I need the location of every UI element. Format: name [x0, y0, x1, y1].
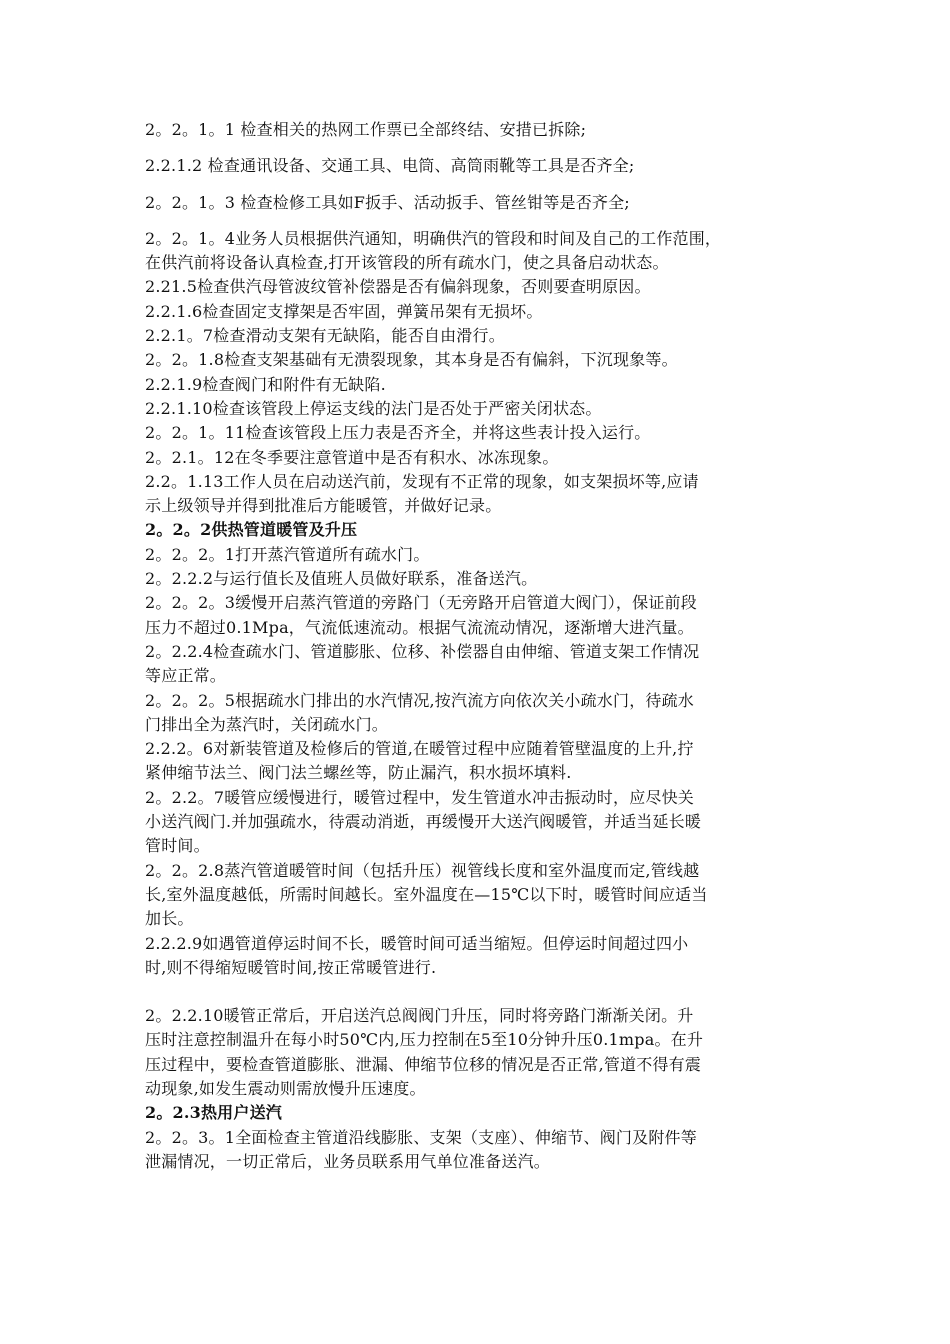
text-line-2-2-1-4: 2。2。1。4业务人员根据供汽通知，明确供汽的管段和时间及自己的工作范围，	[145, 228, 722, 248]
text-line-2-2-2-8-cont2: 加长。	[145, 909, 194, 929]
text-line-2-2-2-10-cont: 压时注意控制温升在每小时50℃内,压力控制在5至10分钟升压0.1mpa。在升	[145, 1030, 704, 1050]
text-line-2-2-2-5: 2。2。2。5根据疏水门排出的水汽情况,按汽流方向依次关小疏水门，待疏水	[145, 690, 695, 710]
text-line-2-2-2-6: 2.2.2。6对新装管道及检修后的管道,在暖管过程中应随着管壁温度的上升,拧	[145, 739, 694, 759]
text-line-2-2-1-2: 2.2.1.2 检查通讯设备、交通工具、电筒、高筒雨靴等工具是否齐全;	[145, 156, 635, 176]
text-line-2-2-1-3: 2。2。1。3 检查检修工具如F扳手、活动扳手、管丝钳等是否齐全;	[145, 192, 630, 212]
text-line-2-2-2-3-cont: 压力不超过0.1Mpa，气流低速流动。根据气流流动情况，逐渐增大进汽量。	[145, 617, 694, 637]
section-heading-2-2-2: 2。2。2供热管道暖管及升压	[145, 520, 358, 540]
text-line-2-2-2-9-cont: 时,则不得缩短暖管时间,按正常暖管进行.	[145, 957, 437, 977]
text-line-2-2-1-13: 2.2。1.13工作人员在启动送汽前，发现有不正常的现象，如支架损坏等,应请	[145, 471, 699, 491]
text-line-2-2-1-13-cont: 示上级领导并得到批准后方能暖管，并做好记录。	[145, 496, 502, 516]
text-line-2-2-2-3: 2。2。2。3缓慢开启蒸汽管道的旁路门（无旁路开启管道大阀门），保证前段	[145, 593, 697, 613]
text-line-2-2-1-12: 2。2.1。12在冬季要注意管道中是否有积水、冰冻现象。	[145, 447, 559, 467]
text-line-2-2-2-10-cont2: 压过程中，要检查管道膨胀、泄漏、伸缩节位移的情况是否正常,管道不得有震	[145, 1054, 702, 1074]
text-line-2-2-2-7: 2。2.2。7暖管应缓慢进行，暖管过程中，发生管道水冲击振动时，应尽快关	[145, 787, 695, 807]
text-line-2-2-1-4-cont: 在供汽前将设备认真检查,打开该管段的所有疏水门，使之具备启动状态。	[145, 253, 669, 273]
text-line-2-2-2-2: 2。2.2.2与运行值长及值班人员做好联系，准备送汽。	[145, 569, 538, 589]
document-body	[145, 118, 825, 1174]
text-line-2-2-1-11: 2。2。1。11检查该管段上压力表是否齐全，并将这些表计投入运行。	[145, 423, 651, 443]
text-line-2-2-2-10-cont3: 动现象,如发生震动则需放慢升压速度。	[145, 1078, 426, 1098]
text-line-2-2-1-8: 2。2。1.8检查支架基础有无溃裂现象，其本身是否有偏斜，下沉现象等。	[145, 350, 678, 370]
text-line-2-2-1-1: 2。2。1。1 检查相关的热网工作票已全部终结、安措已拆除;	[145, 120, 587, 139]
text-line-2-2-1-6: 2.2.1.6检查固定支撑架是否牢固，弹簧吊架有无损坏。	[145, 301, 543, 321]
text-line-2-2-2-1: 2。2。2。1打开蒸汽管道所有疏水门。	[145, 544, 430, 564]
text-line-2-2-2-4-cont: 等应正常。	[145, 666, 227, 686]
text-line-2-2-2-7-cont2: 管时间。	[145, 836, 210, 856]
text-line-2-2-1-9: 2.2.1.9检查阀门和附件有无缺陷.	[145, 374, 386, 394]
text-line-2-2-2-6-cont: 紧伸缩节法兰、阀门法兰螺丝等，防止漏汽，积水损坏填料.	[145, 763, 572, 783]
text-line-2-2-1-7: 2.2.1。7检查滑动支架有无缺陷，能否自由滑行。	[145, 326, 505, 346]
text-line-2-2-2-8: 2。2。2.8蒸汽管道暖管时间（包括升压）视管线长度和室外温度而定,管线越	[145, 860, 700, 880]
section-heading-2-2-3: 2。2.3热用户送汽	[145, 1103, 282, 1123]
text-line-2-2-2-8-cont: 长,室外温度越低，所需时间越长。室外温度在—15℃以下时，暖管时间应适当	[145, 884, 708, 904]
text-line-2-2-3-1-cont: 泄漏情况，一切正常后，业务员联系用气单位准备送汽。	[145, 1151, 551, 1171]
text-line-2-2-2-5-cont: 门排出全为蒸汽时，关闭疏水门。	[145, 714, 389, 734]
text-line-2-2-2-9: 2.2.2.9如遇管道停运时间不长，暖管时间可适当缩短。但停运时间超过四小	[145, 933, 689, 953]
text-line-2-2-2-4: 2。2.2.4检查疏水门、管道膨胀、位移、补偿器自由伸缩、管道支架工作情况	[145, 641, 700, 661]
text-line-2-2-2-10: 2。2.2.10暖管正常后，开启送汽总阀阀门升压，同时将旁路门渐渐关闭。升	[145, 1006, 694, 1026]
text-line-2-2-2-7-cont: 小送汽阀门.并加强疏水，待震动消逝，再缓慢开大送汽阀暖管，并适当延长暖	[145, 812, 702, 832]
text-line-2-2-1-5: 2.21.5检查供汽母管波纹管补偿器是否有偏斜现象，否则要查明原因。	[145, 277, 651, 297]
text-line-2-2-1-10: 2.2.1.10检查该管段上停运支线的法门是否处于严密关闭状态。	[145, 398, 602, 418]
text-line-2-2-3-1: 2。2。3。1全面检查主管道沿线膨胀、支架（支座）、伸缩节、阀门及附件等	[145, 1127, 697, 1147]
